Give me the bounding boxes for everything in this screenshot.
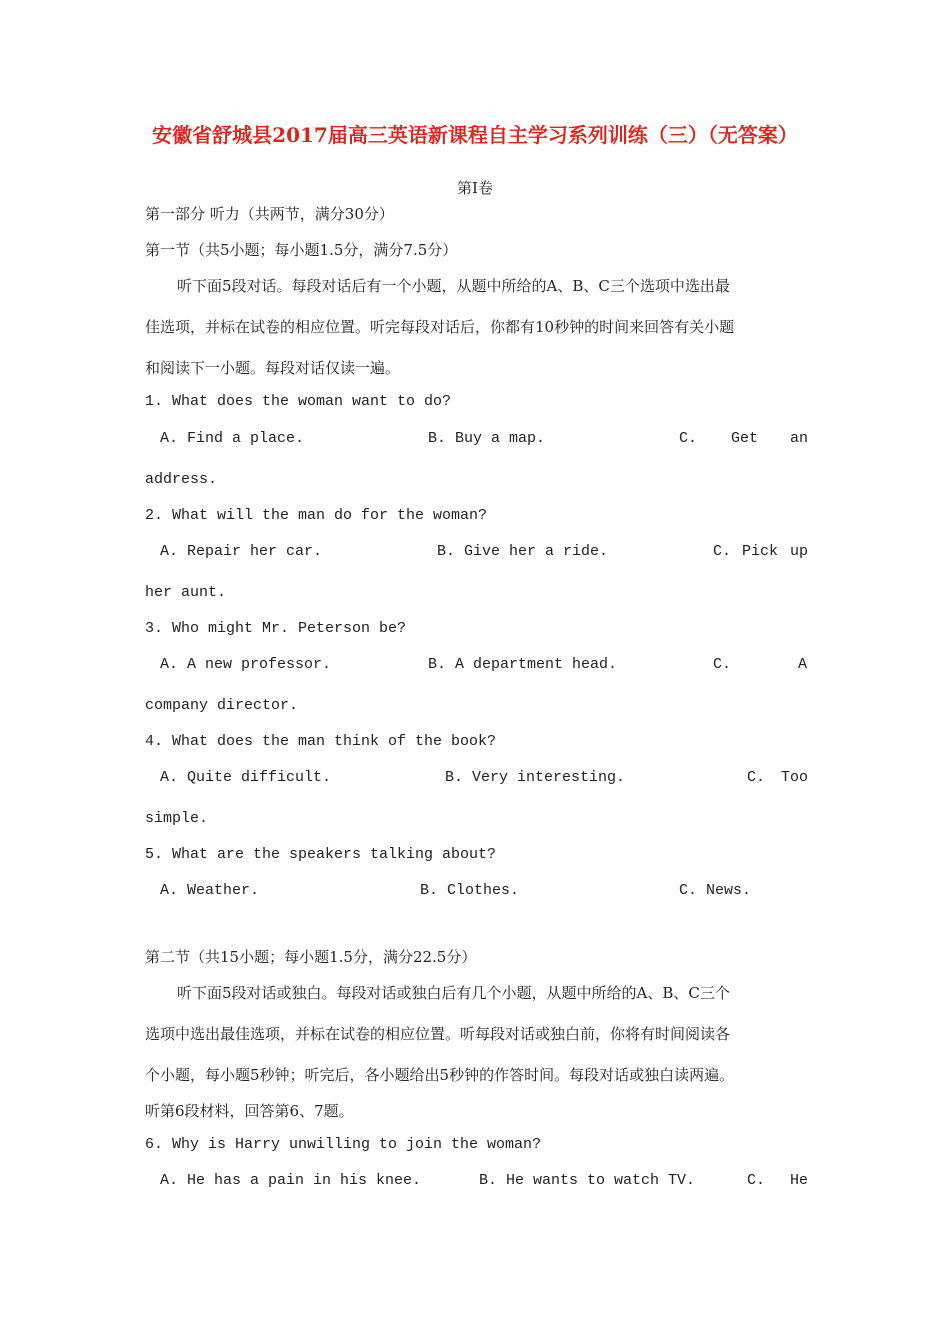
question-6: 6. Why is Harry unwilling to join the woman?	[145, 1136, 542, 1153]
option-c: C.	[713, 543, 732, 560]
question-3: 3. Who might Mr. Peterson be?	[145, 620, 407, 637]
question-1: 1. What does the woman want to do?	[145, 393, 452, 410]
option-a: A. Weather.	[160, 882, 260, 899]
option-c-text: He	[790, 1172, 809, 1189]
option-b: B. Give her a ride.	[437, 543, 609, 560]
volume-label: 第Ⅰ卷	[457, 179, 493, 197]
question-5: 5. What are the speakers talking about?	[145, 846, 497, 863]
section2-heading: 第二节（共15小题；每小题1.5分，满分22.5分）	[145, 948, 477, 966]
section1-instruction-line: 听下面5段对话。每段对话后有一个小题，从题中所给的A、B、C三个选项中选出最	[177, 277, 730, 295]
option-c-continuation: her aunt.	[145, 584, 227, 601]
option-c-text: an	[790, 430, 809, 447]
option-c-continuation: simple.	[145, 810, 209, 827]
option-b: B. A department head.	[428, 656, 618, 673]
option-a: A. Find a place.	[160, 430, 305, 447]
option-a: A. Repair her car.	[160, 543, 323, 560]
option-c: C.	[679, 430, 698, 447]
section1-heading: 第一节（共5小题；每小题1.5分，满分7.5分）	[145, 241, 458, 259]
section2-instruction-line: 选项中选出最佳选项，并标在试卷的相应位置。听每段对话或独白前，你将有时间阅读各	[145, 1025, 731, 1043]
option-c-continuation: company director.	[145, 697, 299, 714]
option-c: C.	[747, 769, 766, 786]
passage-note: 听第6段材料，回答第6、7题。	[145, 1102, 354, 1120]
option-c-text: up	[790, 543, 809, 560]
option-c: C.	[713, 656, 732, 673]
option-b: B. Very interesting.	[445, 769, 626, 786]
option-a: A. He has a pain in his knee.	[160, 1172, 422, 1189]
question-2: 2. What will the man do for the woman?	[145, 507, 488, 524]
option-b: B. He wants to watch TV.	[479, 1172, 696, 1189]
option-c-text: Too	[781, 769, 809, 786]
section2-instruction-line: 个小题，每小题5秒钟；听完后，各小题给出5秒钟的作答时间。每段对话或独白读两遍。	[145, 1066, 735, 1084]
option-b: B. Buy a map.	[428, 430, 546, 447]
question-4: 4. What does the man think of the book?	[145, 733, 497, 750]
option-c: C. News.	[679, 882, 752, 899]
section1-instruction-line: 和阅读下一小题。每段对话仅读一遍。	[145, 359, 401, 377]
option-c-text: Pick	[742, 543, 779, 560]
document-title: 安徽省舒城县2017届高三英语新课程自主学习系列训练（三）（无答案）	[152, 123, 798, 147]
option-c-text: A	[798, 656, 808, 673]
section2-instruction-line: 听下面5段对话或独白。每段对话或独白后有几个小题，从题中所给的A、B、C三个	[177, 984, 730, 1002]
option-c-continuation: address.	[145, 471, 218, 488]
option-b: B. Clothes.	[420, 882, 520, 899]
option-a: A. A new professor.	[160, 656, 332, 673]
option-c-text: Get	[731, 430, 759, 447]
option-a: A. Quite difficult.	[160, 769, 332, 786]
section1-instruction-line: 佳选项，并标在试卷的相应位置。听完每段对话后，你都有10秒钟的时间来回答有关小题	[145, 318, 735, 336]
option-c: C.	[747, 1172, 766, 1189]
part-heading: 第一部分 听力（共两节，满分30分）	[145, 205, 394, 223]
